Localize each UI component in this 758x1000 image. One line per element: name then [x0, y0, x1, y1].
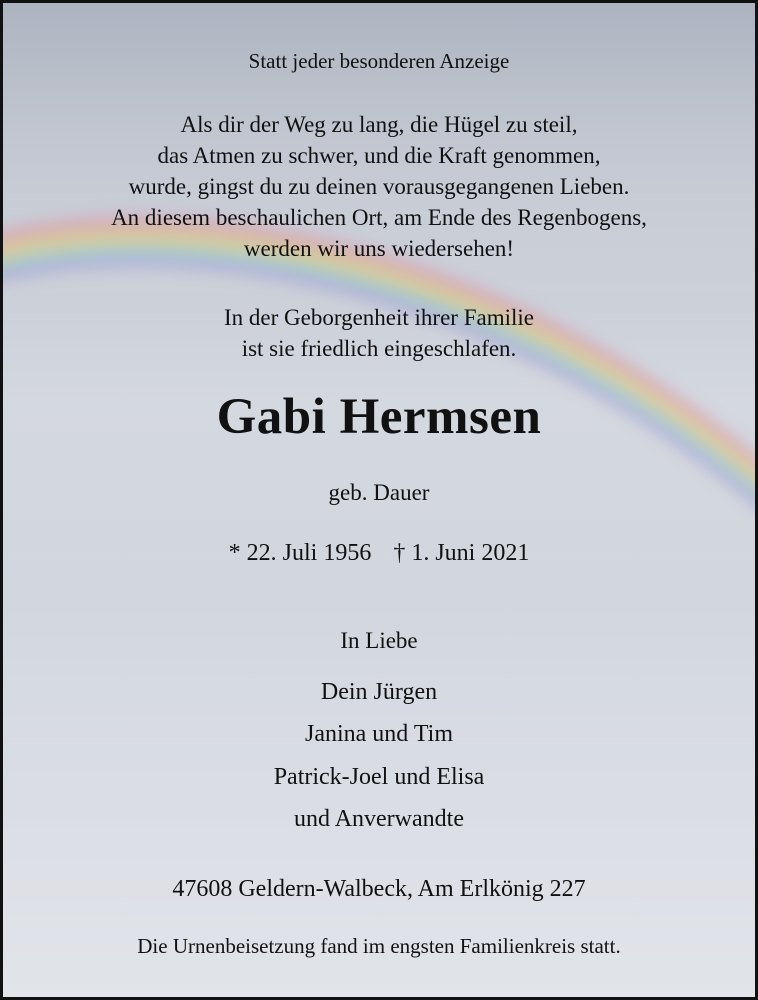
deceased-name: Gabi Hermsen	[216, 389, 542, 445]
poem-line: An diesem beschaulichen Ort, am Ende des Regenbogens,	[111, 205, 647, 230]
poem-line: wurde, gingst du zu deinen vorausgegangenen Lieben.	[128, 174, 630, 199]
address: 47608 Geldern-Walbeck, Am Erlkönig 227	[172, 876, 586, 902]
life-dates	[3, 539, 755, 567]
birth-date: * 22. Juli 1956	[228, 540, 372, 566]
announcement-line: In der Geborgenheit ihrer Familie	[224, 305, 534, 330]
mourner-name: Dein Jürgen	[320, 679, 438, 705]
mourner-name: und Anverwandte	[294, 806, 464, 832]
announcement-line: ist sie friedlich eingeschlafen.	[241, 336, 517, 361]
mourner-name: Janina und Tim	[304, 721, 454, 747]
poem-line: werden wir uns wiedersehen!	[243, 236, 515, 261]
poem-line: das Atmen zu schwer, und die Kraft genommen,	[157, 143, 601, 168]
poem-line: Als dir der Weg zu lang, die Hügel zu steil,	[180, 112, 578, 137]
death-date: † 1. Juni 2021	[393, 540, 530, 566]
mourners-intro: In Liebe	[340, 628, 418, 653]
footer-note: Die Urnenbeisetzung fand im engsten Familienkreis statt.	[137, 934, 621, 958]
birth-name: geb. Dauer	[328, 480, 430, 505]
mourner-name: Patrick-Joel und Elisa	[273, 764, 485, 790]
intro-text: Statt jeder besonderen Anzeige	[248, 49, 510, 73]
